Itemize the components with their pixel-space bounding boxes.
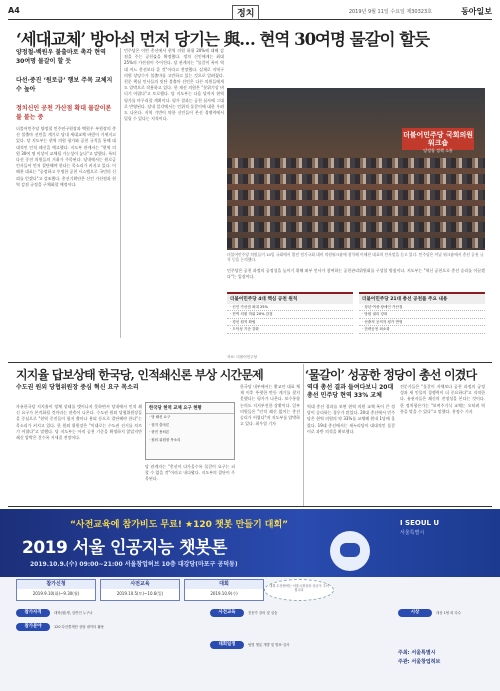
main-headline: ‘세대교체’ 방아쇠 먼저 당기는 與… 현역 30여명 물갈이 할듯 [16,30,430,49]
section-rule [8,362,492,363]
page-header [8,6,492,20]
subhead-2: 다선·중진 ‘원로급’ 행보 주목 교체지수 높아 [16,77,113,93]
chatbot-contest-ad [0,509,500,691]
left-byline: 최우열 기자 [255,421,277,427]
photo-caption: 더불어민주당 의원들이 10일 국회에서 열린 정기국회 대비 의원워크숍에 참석해 이해찬 대표의 인사말을 듣고 있다. 민주당은 이날 워크숍에서 총선 공천 규칙 등을 논의했다. [227,252,484,263]
card-title: 대회 [185,580,263,589]
column-divider [303,364,304,506]
info-box-row: · 전략공천 최소화 [359,326,485,333]
info-box-row: · 청년·여성·장애인 가산점 [359,304,485,311]
ad-label-training: 사전교육 [210,609,244,617]
info-box-principles [227,292,353,352]
info-box-title: 더불어민주당 21대 총선 공천룰 주요 내용 [359,294,485,304]
info-box-row: · 현역 의원 하위 20% 감점 [227,311,353,318]
speech-bubble: 대회 수상팀에는 서울시장상과 상금이 주어집니다 [264,579,334,601]
info-box-rules [359,292,485,352]
ad-label-awards: 시상 [398,609,432,617]
article-body-col3: 민주당은 공천 과정의 공정성을 높이기 위해 외부 인사가 참여하는 공천관리위원회를 구성할 방침이다. 지도부는 "혁신 공천으로 총선 승리를 이끌겠다"는 입장이다. [227,268,485,280]
left-article-col2: 당 관계자는 "총선이 다가올수록 물갈이 요구는 피할 수 없을 것"이라고 내다봤다. 지도부의 결단이 주목된다. [145,464,235,482]
ad-label-eligibility: 참가자격 [16,609,50,617]
side-box [145,402,235,460]
card-date: 2019.9.10(화)~9.30(월) [32,591,80,596]
ad-tagline: “사전교육에 참가비도 무료! ★120 챗봇 만들기 대회” [70,520,289,530]
side-box-row: · 중진 용퇴론 [149,430,170,434]
right-byline: 홍정수 기자 [451,408,473,414]
card-date: 2019.10.9(수) [210,591,238,596]
left-subhead: 수도권 원외 당협위원장 중심 혁신 요구 목소리 [16,384,139,391]
conference-photo [227,88,485,250]
schedule-card-training [100,579,180,601]
side-subhead: 정치신인 공천 가산점 확대 물갈이론 불 붙는 중 [16,105,112,121]
seoul-logo: I SEOUL U [400,519,440,527]
schedule-card-contest [184,579,264,601]
robot-icon [330,531,370,571]
ad-line: 전문가 강의 및 실습 [248,611,278,615]
info-box-row: · 도덕성 기준 강화 [227,326,353,333]
ad-line: 팀별 챗봇 개발 및 발표·심사 [248,643,290,647]
right-headline: ‘물갈이’ 성공한 정당이 총선 이겼다 [305,368,477,382]
article-body-col1: 더불어민주당 양정철 민주연구원장과 백원우 부원장의 총선 불출마 선언을 계기로 당내 세대교체 바람이 거세지고 있다. 당 지도부는 현역 의원 평가와 공천 규칙을 통해 대대적인 인적 쇄신을 예고했다. 지도부 관계자는 "현역 의원 30여 명 이상이 교체될 가능성이 높다"고 말했다. 특히 다선 중진 의원들의 거취가 주목된다. 당내에서는 원로급 인사들이 먼저 결단해야 한다는 목소리가 커지고 있다. 이해찬 대표는 "공정하고 투명한 공천 시스템으로 국민의 신뢰를 얻겠다"고 강조했다. 총선기획단은 신인 가산점과 현역 감점 규정을 구체화할 예정이다. [16,126,116,187]
ad-organizer: 주관: 서울창업허브 [398,659,441,665]
left-article-col1: 자유한국당 지지율이 정체 상태를 벗어나지 못하면서 당내에서 인적 쇄신 요구가 본격화될 것이라는 관측이 나온다. 수도권 원외 당협위원장들을 중심으로 "현역 중진들이 험지 출마나 용퇴 등으로 결단해야 한다"는 목소리가 커지고 있다. 한 원외 위원장은 "이대로는 수도권 선거를 치르기 어렵다"고 말했다. 당 지도부는 아직 공천 기준을 확정하지 않았지만 쇄신 압박은 갈수록 거세질 전망이다. [16,404,142,441]
side-box-row: · 험지 출마론 [149,422,170,427]
ad-line: 대학(원)생, 일반인 누구나 [54,611,93,615]
seoul-logo-sub: 서울특별시 [400,530,425,536]
banner-subtitle: 당정청 정책 소통 [423,148,453,153]
card-date: 2019.10.5(토)~10.6(일) [116,591,164,596]
ad-label-field: 참가분야 [16,623,50,631]
subhead-1: 양정철-백원우 불출마로 촉각 현역 30여명 물갈이 할 듯 [16,49,106,65]
left-article-col3: 한국당 내부에서는 황교안 대표 체제 이후 뚜렷한 반등 계기를 찾지 못했다는 평가가 나온다. 보수통합 논의도 지지부진한 상황이다. 일부 의원들은 "인적 쇄신 없이는 총선 승리가 어렵다"며 지도부를 압박하고 있다. 최우열 기자 [240,384,300,427]
right-subhead: 역대 총선 결과 들여다보니 20대 총선 민주당 현역 33% 교체 [307,384,394,399]
conference-banner [402,128,474,153]
right-article-col1: 역대 총선 결과를 보면 현역 의원 교체 폭이 큰 정당이 승리하는 경우가 많았다. 20대 총선에서 민주당은 현역 의원의 약 33%를 교체해 원내 1당에 올랐다. 19대 총선에서는 새누리당이 대대적인 물갈이로 과반 의석을 확보했다. [307,404,395,434]
ad-hosts [398,649,440,667]
ad-date-venue: 2019.10.9.(수) 09:00~21:00 서울창업허브 10층 대강당(마포구 공덕동) [30,561,238,568]
ad-title: 2019 서울 인공지능 챗봇톤 [22,538,227,558]
article-body-col2: 민주당은 이번 총선에서 현역 의원 하위 20%에 대해 감점을 주는 공천룰을 확정했다. 정치 신인에게는 최대 25%의 가산점이 주어진다. 당 관계자는 "물갈이 폭이 역대 어느 총선보다 클 것"이라고 전망했다. 실제로 지역구 의원 상당수가 불출마를 고민하고 있는 것으로 알려졌다. 친문 핵심 인사들의 잇단 불출마 선언은 다른 의원들에게도 압박으로 작용하고 있다. 한 재선 의원은 "분위기상 버티기 어렵다"고 토로했다. 당 지도부는 다음 달까지 현역 평가를 마무리할 계획이다. 평가 결과는 공천 심사에 그대로 반영된다. 당내 일각에서는 인위적 물갈이에 대한 우려도 나온다. 지역 기반이 약한 신인들이 본선 경쟁력에서 밀릴 수 있다는 지적이다. [124,48,224,122]
ad-label-schedule: 대회일정 [210,641,244,649]
info-box-row: · 선출직 공직자 평가 반영 [359,319,485,326]
issue-date: 2019년 9월 11일 수요일 제30323호 [348,9,432,15]
side-box-title: 한국당 현역 교체 요구 현황 [146,403,234,414]
ad-rule [8,506,492,507]
banner-title: 더불어민주당 국회의원 워크숍 [402,131,474,147]
section-label: 정치 [232,5,259,20]
ad-line: 대상 1팀 외 다수 [436,611,462,615]
card-title: 참가신청 [17,580,95,589]
newspaper-logo: 동아일보 [461,6,492,16]
right-article-col2: 전문가들은 "물갈이 자체보다 공천 과정의 공정성과 새 인물의 경쟁력이 더 중요하다"고 지적한다. 유권자들은 쇄신의 진정성을 본다는 것이다. 한 정치평론가는 "보여주기식 교체는 오히려 역풍을 맞을 수 있다"고 말했다. 홍정수 기자 [400,384,485,414]
side-box-row: · 당 쇄신 요구 [149,415,171,419]
ad-host: 주최: 서울특별시 [398,650,436,656]
column-divider [120,48,121,338]
card-title: 사전교육 [101,580,179,589]
page-number: A4 [8,6,20,15]
info-box-row: · 신인 가산점 최대 25% [227,304,353,311]
info-box-row: · 경선 원칙 확립 [227,319,353,326]
ad-line: 120 다산콜재단 상담 데이터 활용 [54,625,105,629]
info-box-title: 더불어민주당 4대 핵심 공천 원칙 [227,294,353,304]
info-source: 자료: 더불어민주당 [227,355,258,359]
schedule-card-apply [16,579,96,601]
side-box-row: · 원외 위원장 목소리 [149,437,181,442]
left-headline: 지지율 답보상태 한국당, 인적쇄신론 부상 시간문제 [16,368,263,382]
info-box-row: · 당원 권리 강화 [359,311,485,318]
